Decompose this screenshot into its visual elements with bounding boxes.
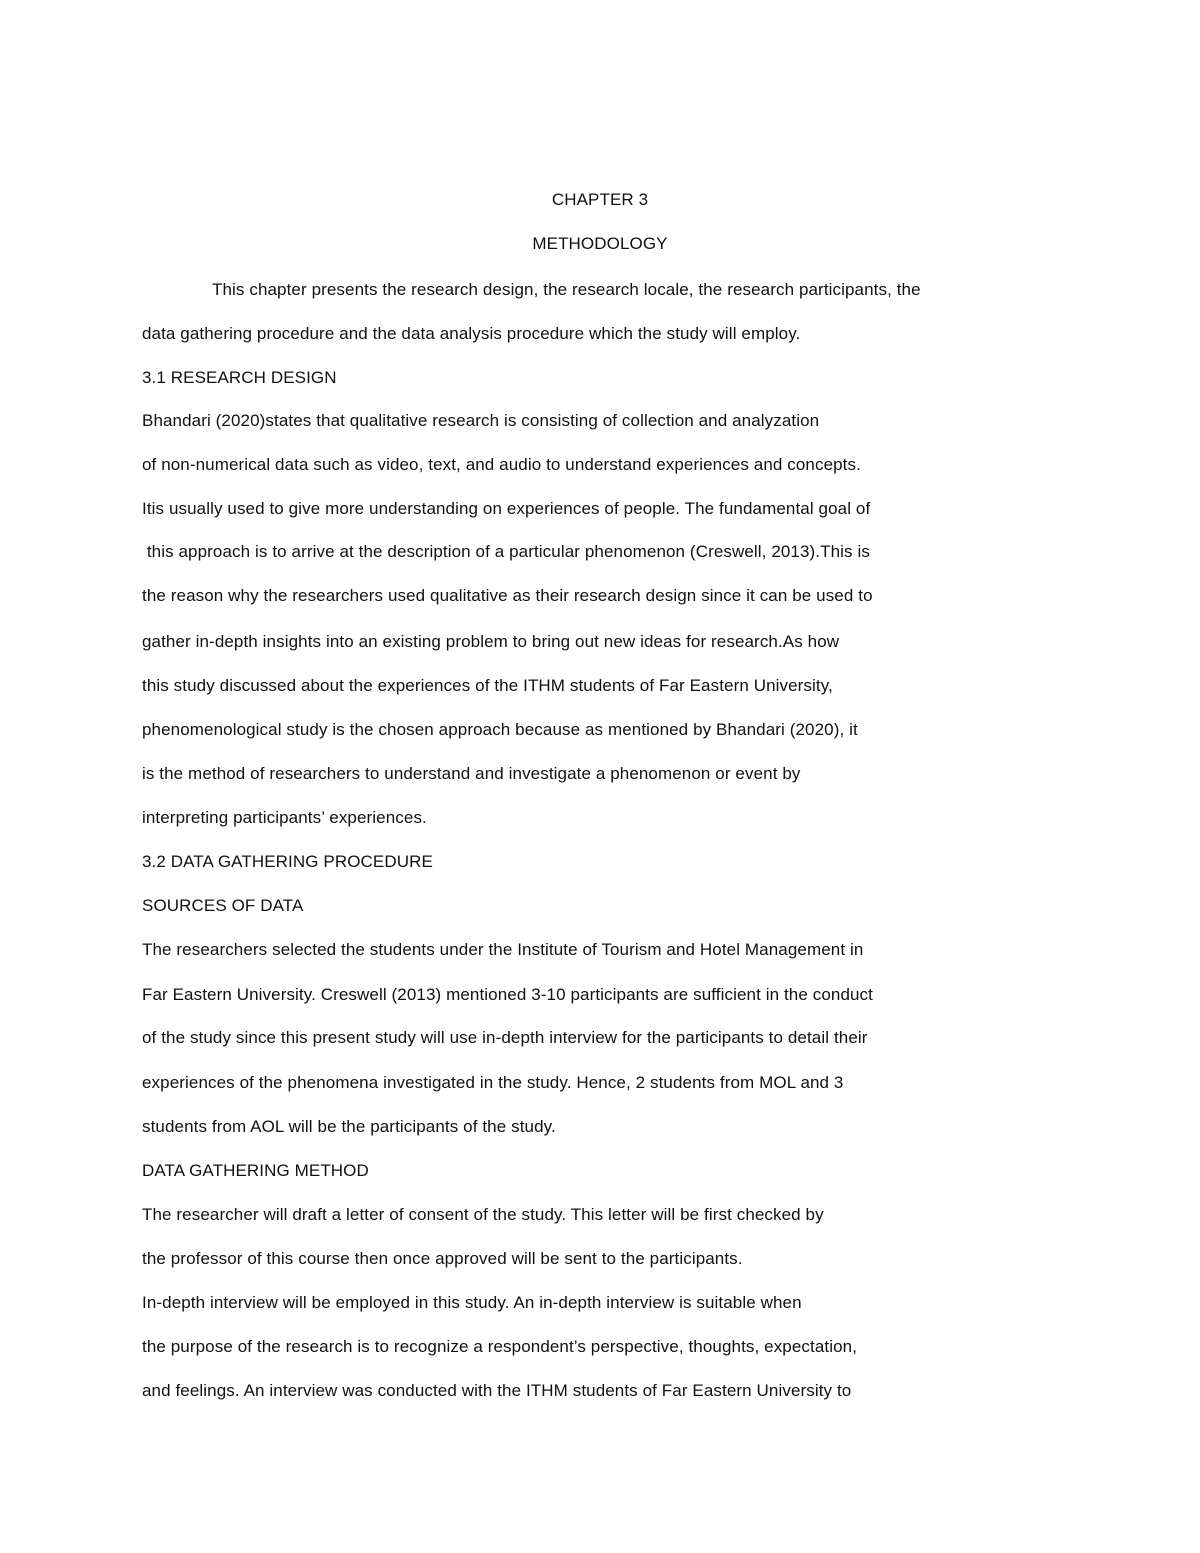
subheading-sources-of-data: SOURCES OF DATA	[142, 896, 304, 915]
paragraph-line: gather in-depth insights into an existing problem to bring out new ideas for research.As how	[142, 632, 840, 651]
paragraph-line: Bhandari (2020)states that qualitative research is consisting of collection and analyzation	[142, 411, 820, 430]
intro-line: This chapter presents the research design, the research locale, the research participants, the	[212, 280, 921, 299]
paragraph-line: and feelings. An interview was conducted with the ITHM students of Far Eastern University to	[142, 1381, 852, 1400]
paragraph-line: Itis usually used to give more understanding on experiences of people. The fundamental goal of	[142, 499, 871, 518]
section-heading-research-design: 3.1 RESEARCH DESIGN	[142, 368, 337, 387]
paragraph-line: this study discussed about the experiences of the ITHM students of Far Eastern University,	[142, 676, 833, 695]
intro-line: data gathering procedure and the data analysis procedure which the study will employ.	[142, 324, 801, 343]
paragraph-line: The researcher will draft a letter of consent of the study. This letter will be first checked by	[142, 1205, 824, 1224]
paragraph-line: this approach is to arrive at the description of a particular phenomenon (Creswell, 2013).This is	[142, 542, 870, 561]
chapter-heading: CHAPTER 3	[551, 190, 649, 209]
paragraph-line: In-depth interview will be employed in this study. An in-depth interview is suitable when	[142, 1293, 802, 1312]
paragraph-line: Far Eastern University. Creswell (2013) mentioned 3-10 participants are sufficient in the conduct	[142, 985, 873, 1004]
chapter-title: METHODOLOGY	[532, 234, 668, 253]
paragraph-line: experiences of the phenomena investigated in the study. Hence, 2 students from MOL and 3	[142, 1073, 844, 1092]
paragraph-line: phenomenological study is the chosen approach because as mentioned by Bhandari (2020), it	[142, 720, 858, 739]
paragraph-line: The researchers selected the students under the Institute of Tourism and Hotel Management in	[142, 940, 864, 959]
paragraph-line: is the method of researchers to understand and investigate a phenomenon or event by	[142, 764, 801, 783]
paragraph-line: interpreting participants’ experiences.	[142, 808, 427, 827]
paragraph-line: of non-numerical data such as video, text, and audio to understand experiences and concepts.	[142, 455, 861, 474]
paragraph-line: the professor of this course then once approved will be sent to the participants.	[142, 1249, 743, 1268]
paragraph-line: the reason why the researchers used qualitative as their research design since it can be used to	[142, 586, 873, 605]
paragraph-line: the purpose of the research is to recognize a respondent’s perspective, thoughts, expectation,	[142, 1337, 858, 1356]
paragraph-line: of the study since this present study will use in-depth interview for the participants to detail their	[142, 1028, 868, 1047]
paragraph-line: students from AOL will be the participants of the study.	[142, 1117, 556, 1136]
subheading-data-gathering-method: DATA GATHERING METHOD	[142, 1161, 369, 1180]
section-heading-data-gathering: 3.2 DATA GATHERING PROCEDURE	[142, 852, 433, 871]
